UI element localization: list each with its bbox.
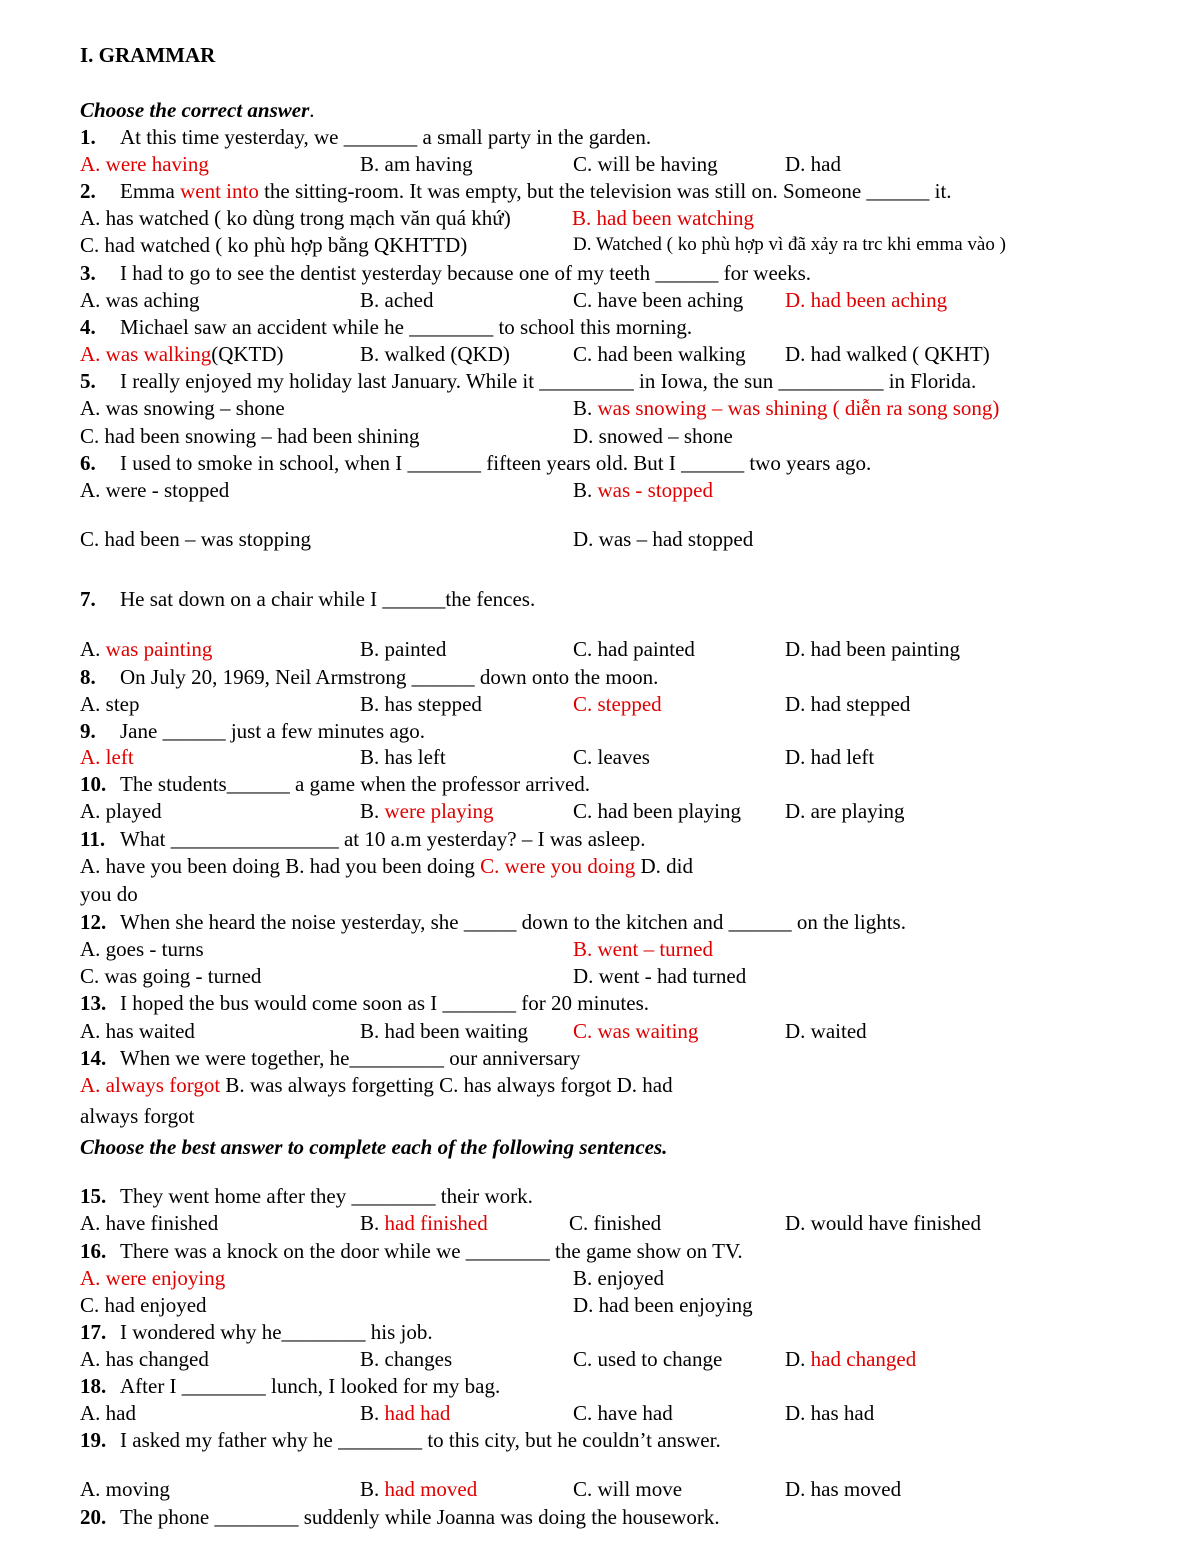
q4-option-c[interactable]: C. had been walking [573,342,746,366]
q18-option-d[interactable]: D. has had [785,1401,875,1425]
q15-option-a[interactable]: A. have finished [80,1211,219,1235]
q2-option-c[interactable]: C. had watched ( ko phù hợp bằng QKHTTD) [80,233,468,257]
q6-option-b[interactable]: B. was - stopped [573,478,713,502]
q18-option-b[interactable]: B. had had [360,1401,451,1425]
question-11: 11. What ________________ at 10 a.m yesterday? – I was asleep. [80,827,646,851]
q9-option-a[interactable]: A. left [80,745,134,769]
q11-options-line[interactable]: A. have you been doing B. had you been doing C. were you doing D. did [80,854,693,878]
question-5: 5. I really enjoyed my holiday last January. While it _________ in Iowa, the sun __________ in Florida. [80,369,977,393]
q1-option-b[interactable]: B. am having [360,152,473,176]
q2-option-b[interactable]: B. had been watching [572,206,754,230]
question-3: 3. I had to go to see the dentist yesterday because one of my teeth ______ for weeks. [80,261,812,285]
q5-option-c[interactable]: C. had been snowing – had been shining [80,424,420,448]
q6-option-a[interactable]: A. were - stopped [80,478,230,502]
q2-option-d[interactable]: D. Watched ( ko phù hợp vì đã xảy ra trc khi emma vào ) [573,234,1006,255]
q3-option-a[interactable]: A. was aching [80,288,200,312]
q12-option-c[interactable]: C. was going - turned [80,964,262,988]
q10-option-b[interactable]: B. were playing [360,799,494,823]
q16-option-c[interactable]: C. had enjoyed [80,1293,207,1317]
question-10: 10. The students______ a game when the professor arrived. [80,772,591,796]
q6-option-c[interactable]: C. had been – was stopping [80,527,311,551]
q1-option-d[interactable]: D. had [785,152,841,176]
question-18: 18. After I ________ lunch, I looked for my bag. [80,1374,501,1398]
q14-options-line-2[interactable]: always forgot [80,1104,195,1128]
q18-option-a[interactable]: A. had [80,1401,136,1425]
q3-option-b[interactable]: B. ached [360,288,434,312]
question-12: 12. When she heard the noise yesterday, she _____ down to the kitchen and ______ on the lights. [80,910,906,934]
q14-options-line[interactable]: A. always forgot B. was always forgetting C. has always forgot D. had [80,1073,673,1097]
q13-option-a[interactable]: A. has waited [80,1019,195,1043]
q19-option-c[interactable]: C. will move [573,1477,683,1501]
question-1: 1. At this time yesterday, we _______ a small party in the garden. [80,125,652,149]
q1-option-c[interactable]: C. will be having [573,152,718,176]
q10-option-c[interactable]: C. had been playing [573,799,741,823]
q3-option-d[interactable]: D. had been aching [785,288,948,312]
q9-option-c[interactable]: C. leaves [573,745,650,769]
section-title: I. GRAMMAR [80,43,216,67]
q4-option-d[interactable]: D. had walked ( QKHT) [785,342,990,366]
q10-option-a[interactable]: A. played [80,799,162,823]
question-17: 17. I wondered why he________ his job. [80,1320,433,1344]
q3-option-c[interactable]: C. have been aching [573,288,744,312]
question-20: 20. The phone ________ suddenly while Joanna was doing the housework. [80,1505,720,1529]
q5-option-b[interactable]: B. was snowing – was shining ( diễn ra song song) [573,396,1000,420]
question-13: 13. I hoped the bus would come soon as I _______ for 20 minutes. [80,991,650,1015]
q6-option-d[interactable]: D. was – had stopped [573,527,754,551]
q13-option-c[interactable]: C. was waiting [573,1019,699,1043]
q1-option-a[interactable]: A. were having [80,152,209,176]
q12-option-a[interactable]: A. goes - turns [80,937,204,961]
q12-option-b[interactable]: B. went – turned [573,937,713,961]
q11-options-line-2[interactable]: you do [80,882,138,906]
q15-option-c[interactable]: C. finished [569,1211,662,1235]
question-7: 7. He sat down on a chair while I ______the fences. [80,587,536,611]
q5-option-d[interactable]: D. snowed – shone [573,424,733,448]
question-8: 8. On July 20, 1969, Neil Armstrong ______ down onto the moon. [80,665,659,689]
q19-option-d[interactable]: D. has moved [785,1477,902,1501]
question-6: 6. I used to smoke in school, when I _______ fifteen years old. But I ______ two years ago. [80,451,872,475]
q7-option-b[interactable]: B. painted [360,637,447,661]
question-9: 9. Jane ______ just a few minutes ago. [80,719,426,743]
q15-option-b[interactable]: B. had finished [360,1211,488,1235]
q9-option-b[interactable]: B. has left [360,745,446,769]
q10-option-d[interactable]: D. are playing [785,799,905,823]
question-14: 14. When we were together, he_________ our anniversary [80,1046,581,1070]
q8-option-c[interactable]: C. stepped [573,692,662,716]
q4-option-a[interactable]: A. was walking(QKTD) [80,342,284,366]
q17-option-c[interactable]: C. used to change [573,1347,723,1371]
q7-option-c[interactable]: C. had painted [573,637,695,661]
q8-option-b[interactable]: B. has stepped [360,692,482,716]
question-16: 16. There was a knock on the door while we ________ the game show on TV. [80,1239,743,1263]
q17-option-a[interactable]: A. has changed [80,1347,209,1371]
q19-option-a[interactable]: A. moving [80,1477,170,1501]
question-2: 2. Emma went into the sitting-room. It was empty, but the television was still on. Someone ______ it. [80,179,952,203]
q13-option-b[interactable]: B. had been waiting [360,1019,528,1043]
q7-option-d[interactable]: D. had been painting [785,637,960,661]
question-19: 19. I asked my father why he ________ to this city, but he couldn’t answer. [80,1428,721,1452]
question-15: 15. They went home after they ________ their work. [80,1184,533,1208]
q16-option-d[interactable]: D. had been enjoying [573,1293,753,1317]
q18-option-c[interactable]: C. have had [573,1401,673,1425]
q13-option-d[interactable]: D. waited [785,1019,867,1043]
q17-option-d[interactable]: D. had changed [785,1347,917,1371]
q9-option-d[interactable]: D. had left [785,745,875,769]
question-4: 4. Michael saw an accident while he ________ to school this morning. [80,315,693,339]
q2-option-a[interactable]: A. has watched ( ko dùng trong mạch văn quá khứ) [80,206,511,230]
q5-option-a[interactable]: A. was snowing – shone [80,396,285,420]
q16-option-a[interactable]: A. were enjoying [80,1266,226,1290]
instruction-1: Choose the correct answer. [80,98,315,122]
q8-option-d[interactable]: D. had stepped [785,692,911,716]
q15-option-d[interactable]: D. would have finished [785,1211,981,1235]
q19-option-b[interactable]: B. had moved [360,1477,478,1501]
q12-option-d[interactable]: D. went - had turned [573,964,747,988]
instruction-2: Choose the best answer to complete each of the following sentences. [80,1135,668,1159]
q4-option-b[interactable]: B. walked (QKD) [360,342,510,366]
q7-option-a[interactable]: A. was painting [80,637,213,661]
q16-option-b[interactable]: B. enjoyed [573,1266,664,1290]
q17-option-b[interactable]: B. changes [360,1347,453,1371]
q8-option-a[interactable]: A. step [80,692,140,716]
